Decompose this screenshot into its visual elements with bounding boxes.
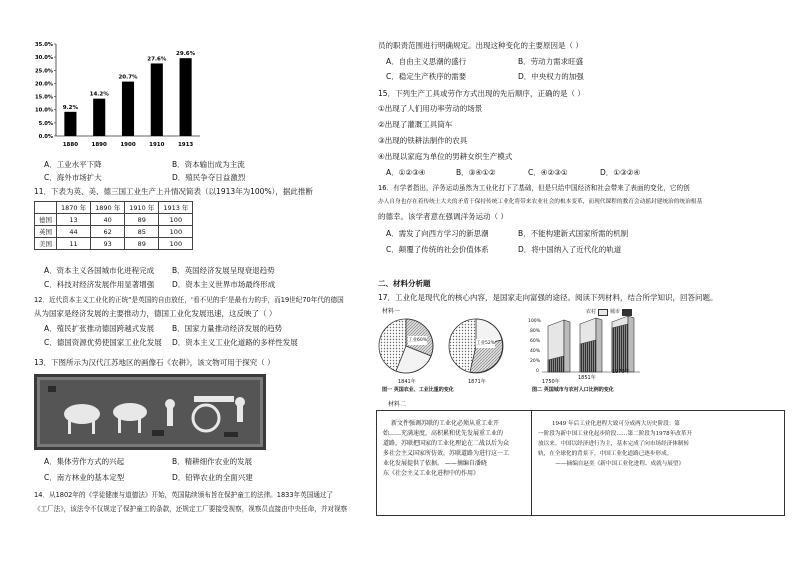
table-cell: 85: [125, 226, 159, 238]
q15-stem: 15．下列生产工具或劳作方式出现的先后顺序，正确的是（ ）: [378, 89, 585, 98]
q11-option-b[interactable]: B．英国经济发展呈现衰退趋势: [172, 266, 275, 275]
y-tick-label: 35.0%: [35, 42, 53, 48]
table-cell: 13: [57, 214, 91, 226]
q12-option-a[interactable]: A．殖民扩张推动德国跨越式发展: [44, 324, 155, 333]
data-label: 14.2%: [89, 91, 109, 98]
table-header-cell: 1870 年: [57, 202, 91, 214]
table-cell: 89: [125, 238, 159, 250]
table-cell: 40: [91, 214, 125, 226]
q14-stem-line1: 14．从1802年的《学徒健康与道德法》开始，英国陆续颁布旨在保护童工的法律。1833年英国通过了: [34, 491, 334, 499]
q11-table: [34, 201, 193, 250]
bar: [93, 99, 105, 136]
bar-tick: 100%: [528, 319, 541, 324]
table-cell: 11: [57, 238, 91, 250]
material-right-line: 1949 年后工业化进程大致可分成两大历史阶段：第: [552, 421, 680, 427]
table-row: [35, 226, 193, 238]
q13-option-b[interactable]: B．精耕细作农业的发展: [172, 457, 253, 466]
q16-option-d[interactable]: D．将中国纳入了近代化的轨道: [518, 245, 622, 254]
pie-2-label: 工业52%: [476, 341, 496, 346]
q12-stem-line1: 12．近代资本主义工业化的正统“是英国的自由放任，‘看不见的手’是最有力的手，而19世纪70年代的德国: [34, 296, 344, 304]
table-cell: 英国: [35, 226, 57, 238]
table-cell: 美国: [35, 238, 57, 250]
table-cell: 100: [159, 238, 193, 250]
q16-option-c[interactable]: C．颠覆了传统的社会价值体系: [386, 245, 489, 254]
table-row: [35, 238, 193, 250]
q13-stem: 13．下图所示为汉代江苏地区的画像石《农耕》，该文物可用于探究（ ）: [34, 358, 275, 367]
q17-stem: 17．工业化是现代化的核心内容，是国家走向富强的途径。阅读下列材料，结合所学知识，回答问题。: [378, 293, 718, 302]
bar-year: 1750年: [542, 379, 560, 385]
x-tick-label: 1913: [177, 142, 194, 148]
stacked-bar-figure: [542, 314, 642, 376]
pie-1-label: 工业60%: [408, 338, 428, 343]
q13-option-c[interactable]: C．南方林业的基本定型: [44, 473, 125, 482]
data-label: 27.6%: [147, 56, 167, 63]
data-label: 20.7%: [118, 74, 138, 81]
q16-stem-line2: 办人自身也存在着传统士大夫的矛盾于保持传统工业化将带来农业社会的根本变革，而现代课程的教育会动摇封建统治的统治根基: [378, 199, 703, 205]
bar-tick: 0: [536, 369, 539, 374]
q16-option-b[interactable]: B．不能构建新式国家所需的机制: [518, 229, 629, 238]
bar-caption: 图二 英国城市与农村人口比例的变化: [532, 387, 614, 393]
bar-tick: 60%: [530, 339, 541, 344]
q12-stem-line2: 从为国家是经济发展的主要推动力，德国工业化发展迅速，这反映了（ ）: [34, 309, 277, 318]
material-left-line: 多社会主义国家所仿效。苏联道路为进行这一工: [383, 450, 510, 457]
material-left-line: 新文件强调苏联的工业化必须从重工业开: [391, 420, 500, 427]
q14-option-d[interactable]: D．中央权力的加强: [518, 72, 584, 81]
q15-option-c[interactable]: C．④②③①: [528, 168, 568, 177]
table-cell: 44: [57, 226, 91, 238]
q14-stem-line2: 《工厂法》，该法令不仅规定了保护童工的条款，还规定工厂要接受视察，视察员直接由中央任命，并对视察: [34, 505, 348, 513]
q10-option-a[interactable]: A．工业水平下降: [44, 160, 102, 169]
x-tick-label: 1890: [91, 142, 107, 148]
bar-tick: 20%: [530, 359, 541, 364]
table-header-row: [35, 202, 193, 214]
table-cell: 62: [91, 226, 125, 238]
pie-2-year: 1871年: [468, 379, 486, 385]
q15-item-3: ③出现的铁耕法制作的农具: [378, 136, 468, 145]
y-tick-label: 10.0%: [35, 107, 53, 114]
table-header-cell: 1890 年: [91, 202, 125, 214]
q14-option-c[interactable]: C．稳定生产秩序的需要: [386, 72, 467, 81]
bar: [180, 58, 192, 136]
table-cell: 100: [159, 214, 193, 226]
table-cell: 93: [91, 238, 125, 250]
y-tick-label: 15.0%: [35, 94, 53, 101]
q12-option-d[interactable]: D．资本主义工业化道路的多样性发展: [172, 338, 298, 347]
x-tick-label: 1900: [120, 142, 136, 148]
pie-caption: 图一 英国农业、工业比重的变化: [382, 387, 454, 393]
q12-option-c[interactable]: C．德国资源优势使国家工业化发展: [44, 338, 162, 347]
material-left-line: 始……充满速度，高积累和优先发展重工业的: [383, 430, 504, 437]
bar-tick: 80%: [530, 329, 541, 334]
q12-option-b[interactable]: B．国家力量推动经济发展的趋势: [172, 324, 283, 333]
q11-option-d[interactable]: D．资本主义世界市场最终形成: [172, 280, 276, 289]
x-tick-label: 1880: [62, 142, 79, 148]
bar-tick: 40%: [530, 349, 541, 354]
table-row: [35, 214, 193, 226]
q16-option-a[interactable]: A．需发了向西方学习的新思潮: [386, 229, 489, 238]
y-tick-label: 5.0%: [38, 120, 53, 127]
bar-year: 1851年: [578, 375, 596, 381]
material-right-line: 一阶段为新中国工业化起步阶段……第二阶段为1978年改革开: [538, 431, 693, 437]
stone-relief-image: [34, 374, 266, 450]
bar-chart: [30, 38, 205, 153]
bar-1750: [548, 320, 570, 372]
pie-1841: [379, 319, 433, 373]
material-2-label: 材料二: [388, 401, 407, 408]
table-header-cell: 1913 年: [159, 202, 193, 214]
q15-item-2: ②出现了灌溉工具筒车: [378, 120, 453, 129]
q10-option-c[interactable]: C．海外市场扩大: [44, 173, 102, 182]
data-label: 29.6%: [176, 51, 196, 58]
table-header-cell: 1910 年: [125, 202, 159, 214]
y-tick-label: 0.0%: [38, 134, 53, 140]
legend-rural: 农村: [586, 309, 597, 315]
material-1-label: 材料一: [382, 308, 401, 315]
q14-option-b[interactable]: B．劳动力需求旺盛: [518, 57, 584, 66]
table-cell: 89: [125, 214, 159, 226]
table-cell: 德国: [35, 214, 57, 226]
material-2-right: [532, 411, 784, 515]
q11-option-a[interactable]: A．资本主义各国城市化进程完成: [44, 266, 155, 275]
material-right-line: 轨，在全球化的背景下，中国工业化道路已逐步形成。: [538, 451, 673, 457]
q11-stem: 11．下表为英、美、德三国工业生产上升情况简表（以1913年为100%），据此推断: [34, 187, 313, 196]
q13-option-a[interactable]: A．集体劳作方式的兴起: [44, 457, 125, 466]
y-tick-label: 30.0%: [35, 55, 53, 62]
y-tick-label: 20.0%: [35, 81, 53, 88]
material-2-box: [376, 410, 785, 516]
q10-option-b[interactable]: B．资本输出成为主流: [172, 160, 245, 169]
bar: [122, 82, 134, 136]
q14-option-a[interactable]: A．自由主义思潮的盛行: [386, 57, 467, 66]
bar-year: 1970年: [612, 369, 630, 375]
material-right-line: 放以来。中国以经济进行为主，基本完成了向市场经济体制转: [538, 441, 690, 447]
q15-option-a[interactable]: A．①②③④: [386, 168, 426, 177]
q15-item-1: ①出现了人们用功率劳动的场景: [378, 104, 483, 113]
table-cell: 100: [159, 226, 193, 238]
x-tick-label: 1910: [149, 142, 165, 148]
pie-charts-figure: [374, 314, 514, 390]
q16-stem-line3: 的德幸。该学者意在强调洋务运动（ ）: [378, 212, 508, 221]
material-left-line: 业化发展提供了依据。 ——摘编自潘晓: [383, 460, 487, 467]
material-left-line: 东《社会主义工业化进程中的作用》: [383, 470, 480, 477]
q13-option-d[interactable]: D．铅铧农业的全面兴建: [172, 473, 253, 482]
q15-option-d[interactable]: D．①③②④: [600, 168, 641, 177]
q15-option-b[interactable]: B．③④①②: [456, 168, 496, 177]
bar: [151, 63, 163, 136]
q15-item-4: ④出现以家庭为单位的男耕女织生产模式: [378, 152, 513, 161]
bar: [64, 112, 76, 136]
data-label: 9.2%: [62, 104, 79, 111]
q10-option-d[interactable]: D．殖民争夺日益激烈: [172, 173, 246, 182]
legend-urban: 城市: [610, 309, 621, 315]
pie-1-year: 1841年: [398, 379, 416, 385]
y-tick-label: 25.0%: [35, 68, 53, 75]
material-2-left: [377, 411, 532, 515]
section-title: 二、材料分析题: [378, 279, 431, 288]
table-header-cell: [35, 202, 57, 214]
bar-1851: [580, 318, 602, 372]
q16-stem-line1: 16．有学者指出，洋务运动虽然为工业化打下了基础，但是只给中国经济和社会带来了表面的变化，它的创: [378, 184, 690, 192]
material-left-line: 道路，苏联把国家的工业化理论在二战以后为众: [383, 440, 510, 447]
q14-stem-cont: 员的职责范围进行明确规定。出现这种变化的主要原因是（ ）: [378, 41, 583, 50]
q11-option-c[interactable]: C．科技对经济发展作用显著增强: [44, 280, 155, 289]
material-right-line: ——摘编自赵奕《新中国工业化进程、成就与展望》: [555, 461, 685, 467]
bar-1970: [612, 316, 634, 372]
